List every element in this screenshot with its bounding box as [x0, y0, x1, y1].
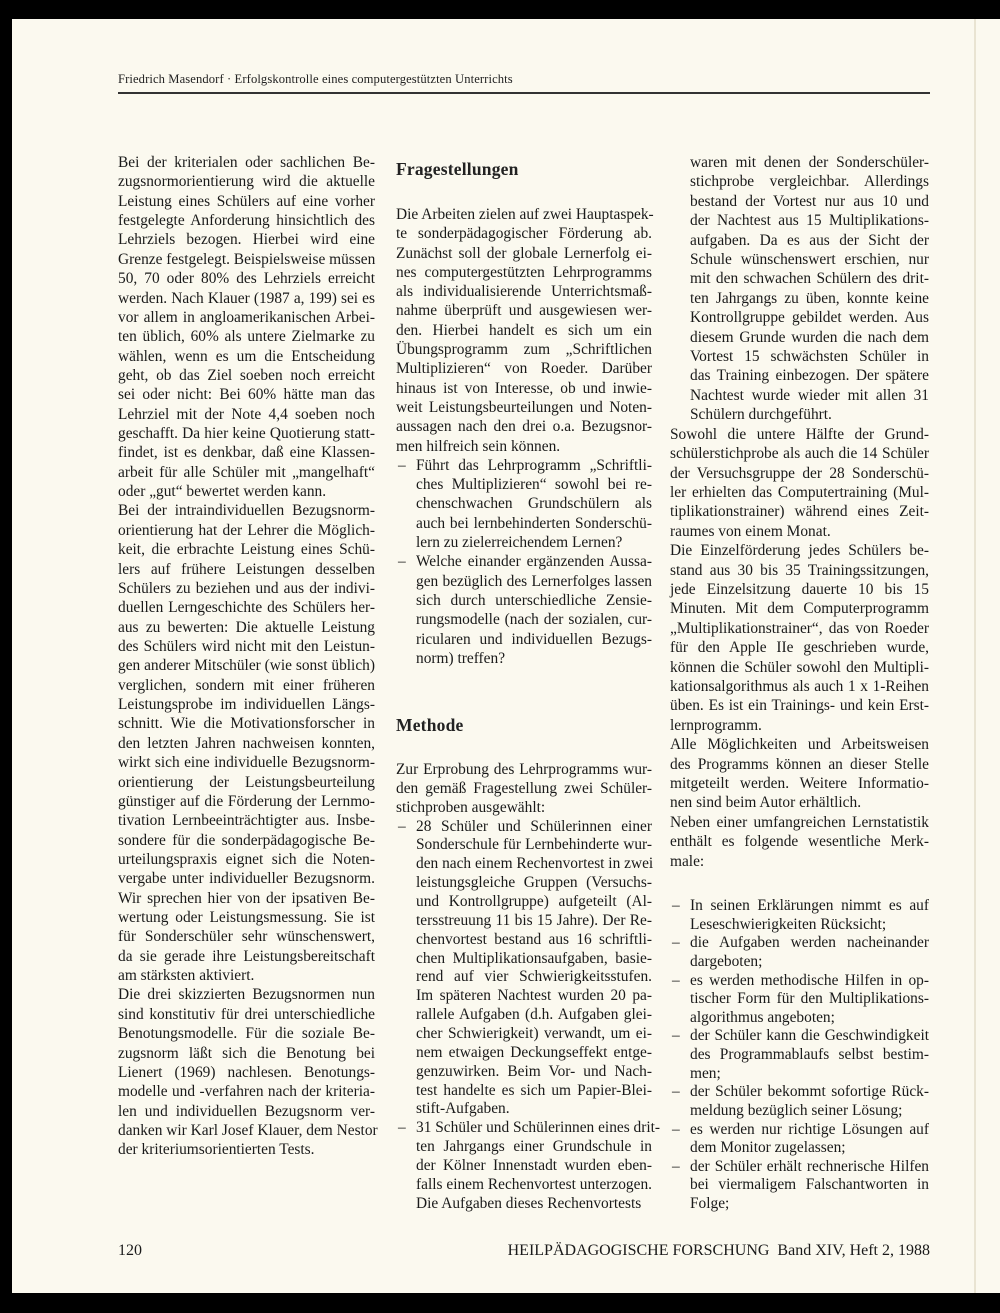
text-line: der Schüler erhält rechnerische Hilfen [690, 1157, 929, 1175]
text-line: mitgeteilt werden. Weitere Informatio- [670, 775, 929, 792]
paragraph [118, 153, 375, 501]
list-item [396, 1119, 661, 1213]
text-line: rend auf vier Schwierigkeitsstufen. [416, 968, 652, 986]
text-line: Die Einzelförderung jedes Schülers be- [670, 542, 929, 560]
text-line: stift-Aufgaben. [416, 1100, 510, 1118]
list-item-text [416, 552, 652, 668]
column-3-text [670, 153, 929, 871]
text-line: für Sonderschüler sehr wünschenswert, [118, 928, 375, 946]
text-line: 28 Schüler und Schülerinnen einer [416, 817, 652, 835]
text-line: sei oder nicht: Bei 60% hätte man das [118, 386, 375, 404]
text-line: Sonderschule für Lernbehinderte wur- [416, 836, 652, 854]
text-line: raumes von einem Monat. [670, 522, 831, 540]
journal-volume: Band XIV, Heft 2, 1988 [777, 1242, 930, 1259]
text-line: der Schüler kann die Geschwindigkeit [690, 1027, 929, 1045]
text-line: tersstreuung 11 bis 15 Jahre). Der Re- [416, 911, 652, 929]
text-line: rungsmodelle (nach der sozialen, cur- [416, 611, 652, 629]
text-line: nem etwaigen Deckungseffekt entge- [416, 1043, 652, 1061]
list-item [670, 897, 929, 934]
list-item [670, 1083, 929, 1120]
text-line: werden. Nach Klauer (1987 a, 199) sei es [118, 289, 375, 307]
text-line: keit, die erbrachte Leistung eines Schü- [118, 541, 375, 559]
list-item-text [690, 934, 929, 971]
text-line: aus zu bewerten: Die aktuelle Leistung [118, 618, 375, 636]
text-line: wählen, wenn es um die Entscheidung [118, 347, 375, 365]
text-line: jede Einzelsitzung dauerte 10 bis 15 [670, 580, 929, 598]
text-line: Multiplizieren“ von Roeder. Darüber [396, 360, 652, 378]
paragraph [396, 761, 652, 818]
text-line: nen sind beim Autor erhältlich. [670, 794, 862, 812]
fragestellungen-body [396, 205, 652, 668]
text-line: aussagen nach den drei o.a. Bezugsnor- [396, 418, 652, 436]
text-line: duellen Lerngeschichte des Schülers her- [118, 599, 375, 617]
text-line: Alle Möglichkeiten und Arbeitsweisen [670, 736, 929, 754]
text-line: algorithmus angeboten; [690, 1008, 835, 1026]
text-line: ricularen und individuellen Bezugs- [416, 630, 652, 648]
list-item-text [416, 456, 652, 552]
text-line: Welche einander ergänzenden Aussa- [416, 553, 652, 571]
text-line: norm) treffen? [416, 649, 506, 667]
list-item [396, 818, 652, 1120]
page-number: 120 [118, 1242, 142, 1259]
list-item [670, 1158, 929, 1214]
text-line: Führt das Lehrprogramm „Schriftli- [416, 456, 652, 474]
text-line: tivation Lernbeeinträchtigter aus. Insbe- [118, 812, 375, 830]
list-item [670, 934, 929, 971]
text-line: Benotungsmodelle. Für die soziale Be- [118, 1025, 375, 1043]
text-line: Nachtest wurde wieder mit allen 31 [690, 386, 929, 404]
paragraph [118, 501, 375, 985]
text-line: 50, 70 oder 80% des Lehrziels erreicht [118, 270, 375, 288]
text-line: Lehrziels bezogen. Hierbei wird eine [118, 231, 375, 249]
text-line: Wir sprechen hier von der ipsativen Be- [118, 889, 375, 907]
running-head: Friedrich Masendorf · Erfolgskontrolle eines computergestützten Unterrichts [118, 72, 513, 86]
dash-bullet-icon: – [672, 897, 680, 914]
text-line: nes computergestützten Lehrprogramms [396, 263, 652, 281]
list-item [670, 1027, 929, 1083]
text-line: des Programmablaufs selbst bestim- [690, 1046, 929, 1063]
text-line: urteilungspraxis eignet sich die Noten- [118, 850, 375, 868]
text-line: te sonderpädagogischer Förderung ab. [396, 225, 652, 243]
text-line: rallele Aufgaben (d.h. Aufgaben glei- [416, 1006, 652, 1024]
text-line: Kontrollgruppe gebildet werden. Aus [690, 309, 929, 327]
section-heading-fragestellungen: Fragestellungen [396, 159, 519, 179]
text-line: am stärksten aktiviert. [118, 967, 255, 985]
text-line: stand aus 30 bis 35 Trainingssitzungen, [670, 561, 929, 579]
column-1-text [118, 153, 378, 1160]
text-line: Schülern durchgeführt. [690, 406, 832, 424]
text-line: Bei der intraindividuellen Bezugsnorm- [118, 502, 375, 520]
text-line: es werden nur richtige Lösungen auf [690, 1120, 929, 1138]
text-line: der Schüler bekommt sofortige Rück- [690, 1083, 929, 1101]
text-line: Im späteren Nachtest wurden 20 pa- [416, 987, 652, 1005]
text-line: da sie gerade ihre Leistungsbereitschaft [118, 947, 375, 965]
text-line: In seinen Erklärungen nimmt es auf [690, 897, 929, 914]
text-line: findet, ist es denkbar, daß eine Klassen- [118, 444, 375, 462]
text-line: stichprobe vergleichbar. Allerdings [690, 173, 929, 191]
text-line: den letzten Jahren nachweisen konnten, [118, 734, 375, 752]
text-line: Bei der kriterialen oder sachlichen Be- [118, 154, 375, 171]
header-rule [118, 92, 930, 94]
text-line: verglichen, sondern mit einer früheren [118, 676, 375, 694]
list-item [670, 972, 929, 1028]
dash-bullet-icon: – [672, 1120, 680, 1138]
text-line: Folge; [690, 1195, 730, 1212]
text-line: orientierung hat der Lehrer die Möglich- [118, 521, 375, 539]
text-line: stichproben ausgewählt: [396, 798, 546, 816]
text-line: der Versuchsgruppe der 28 Sonderschü- [670, 464, 929, 482]
text-line: Schülers zu beziehen und aus der indivi- [118, 579, 375, 597]
text-line: enthält es folgende wesentliche Merk- [670, 833, 929, 851]
text-line: ches Multiplizieren“ sowohl bei re- [416, 476, 652, 494]
text-line: Die Arbeiten zielen auf zwei Hauptaspek- [396, 206, 654, 223]
text-line: lers auf frühere Leistungen desselben [118, 560, 375, 578]
text-line: geht, ob das Ziel soeben noch erreicht [118, 366, 375, 384]
list-item-text [690, 1027, 929, 1083]
text-line: festgelegte Anforderung hinsichtlich des [118, 212, 375, 230]
text-line: men; [690, 1064, 721, 1082]
text-line: ler erhielten das Computertraining (Mul- [670, 483, 929, 501]
text-line: gen anderer Mitschüler (wie sonst üblich) [118, 657, 375, 675]
list-item-text [690, 1158, 929, 1214]
text-line: oder „gut“ bewertet werden kann. [118, 483, 327, 501]
text-line: des Schülers wird nicht mit den Leistun- [118, 637, 375, 655]
text-line: vor allem in angloamerikanischen Arbei- [118, 308, 375, 326]
text-line: hinaus ist von Interesse, ob und inwie- [396, 379, 652, 397]
text-line: günstiger auf die Förderung der Lernmo- [118, 792, 375, 810]
text-line: Schule wünschenswert erschien, nur [690, 251, 929, 269]
text-line: chenvortest bestand aus 16 schriftli- [416, 930, 652, 948]
text-line: der Nachtest aus 15 Multiplikations- [690, 212, 929, 230]
text-line: mit den schwachen Schülern des drit- [690, 270, 929, 288]
list-item-text [416, 818, 652, 1120]
text-line: Leistung eines Schülers auf eine vorher [118, 192, 375, 210]
paragraph [396, 205, 652, 456]
text-line: ten üblich, 60% als untere Zielmarke zu [118, 328, 375, 346]
text-line: Lehrziel mit der Note 4,4 soeben noch [118, 405, 375, 423]
text-line: „Multiplikationstrainer“, das von Roeder [670, 619, 929, 637]
text-line: für den Apple IIe geschrieben wurde, [670, 639, 929, 657]
dash-bullet-icon: – [672, 1083, 680, 1101]
text-line: können die Schüler sowohl den Multipli- [670, 658, 929, 676]
text-line: geschafft. Da hier keine Quotierung statt- [118, 425, 375, 443]
text-line: auch bei lernbehinderten Sonderschü- [416, 514, 652, 532]
text-line: wirkt sich eine individuelle Bezugsnorm- [118, 754, 375, 772]
text-line: Vortest 15 schwächsten Schüler in [690, 348, 929, 366]
journal-citation [508, 1242, 930, 1260]
text-line: tischer Form für den Multiplikations- [690, 990, 929, 1008]
text-line: die Aufgaben werden nacheinander [690, 934, 929, 952]
text-line: aufgaben. Da es aus der Sicht der [690, 231, 929, 249]
dash-bullet-icon: – [398, 1119, 406, 1137]
text-line: cher Schwierigkeit) verwandt, um ei- [416, 1025, 652, 1043]
text-line: len und individuellen Bezugsnorm ver- [118, 1102, 375, 1120]
text-line: ten Jahrgangs zu üben, konnte keine [690, 289, 929, 307]
text-line: tiplikationstrainer) während eines Zeit- [670, 503, 929, 521]
dash-bullet-icon: – [672, 971, 680, 989]
text-line: bei viermaligem Falschantworten in [690, 1176, 929, 1194]
text-line: meldung bezüglich seiner Lösung; [690, 1101, 903, 1119]
page-edge [974, 19, 976, 1293]
list-item [396, 552, 652, 668]
list-item-text [690, 897, 929, 934]
section-heading-methode: Methode [396, 715, 464, 735]
text-line: test handelte es sich um Papier-Blei- [416, 1081, 652, 1099]
text-line: vergabe unter individueller Bezugsnorm. [118, 870, 375, 888]
paragraph [670, 813, 929, 871]
text-line: den nach einem Rechenvortest in zwei [416, 855, 654, 873]
text-line: üben. Es ist ein Trainings- und kein Erst- [670, 697, 929, 715]
text-line: genzuwirken. Beim Vor- und Nach- [416, 1062, 652, 1080]
text-line: 31 Schüler und Schülerinnen eines drit- [416, 1119, 661, 1137]
text-line: wertung oder Leistungsmessung. Sie ist [118, 909, 375, 927]
text-line: dem Monitor zugelassen; [690, 1139, 846, 1157]
feature-list [670, 897, 929, 1214]
text-line: orientierung der Leistungsbeurteilung [118, 773, 375, 791]
text-line: und Kontrollgruppe) aufgeteilt (Al- [416, 893, 652, 911]
text-line: nahme überprüft und ausgewiesen wer- [396, 302, 652, 320]
text-line: der Kölner Innenstadt wurden eben- [416, 1157, 652, 1175]
text-line: den gemäß Fragestellung zwei Schüler- [396, 779, 652, 797]
text-line: schülerstichprobe als auch die 14 Schüler [670, 445, 929, 463]
text-line: das Training einbezogen. Der spätere [690, 367, 929, 385]
text-line: schnitt. Wie die Motivationsforscher in [118, 715, 375, 733]
dash-bullet-icon: – [398, 553, 406, 571]
text-line: zugsnormorientierung wird die aktuelle [118, 173, 375, 191]
text-line: leistungsgleiche Gruppen (Versuchs- [416, 874, 652, 892]
text-line: Übungsprogramm zum „Schriftlichen [396, 341, 652, 359]
dash-bullet-icon: – [672, 1157, 680, 1175]
text-line: chen Multiplikationsaufgaben, basie- [416, 949, 652, 967]
dash-bullet-icon: – [398, 456, 406, 474]
text-line: Grenze festgelegt. Beispielsweise müssen [118, 250, 376, 268]
text-line: bestand der Vortest nur aus 10 und [690, 192, 929, 210]
list-item-text [690, 972, 929, 1028]
text-line: ten Jahrgangs einer Grundschule in [416, 1138, 652, 1156]
text-line: Die drei skizzierten Bezugsnormen nun [118, 986, 375, 1004]
text-line: Zunächst soll der globale Lernerfolg ei- [396, 244, 652, 262]
text-line: chenschwachen Grundschülern als [416, 495, 652, 513]
text-line: Leseschwierigkeiten Rücksicht; [690, 915, 887, 933]
text-line: der kriteriumsorientierten Tests. [118, 1141, 315, 1159]
text-line: weit Leistungsbeurteilungen und Noten- [396, 398, 652, 416]
text-line: zugsnorm läßt sich die Benotung bei [118, 1044, 375, 1062]
text-line: sich durch unterschiedliche Zensie- [416, 591, 652, 609]
paragraph [670, 735, 929, 813]
text-line: waren mit denen der Sonderschüler- [690, 154, 929, 171]
paragraph [670, 425, 929, 541]
dash-bullet-icon: – [398, 817, 406, 835]
text-line: arbeit für alle Schüler mit „mangelhaft“ [118, 463, 375, 481]
text-line: male: [670, 852, 705, 870]
text-line: falls einem Rechenvortest unterzogen. [416, 1175, 652, 1193]
text-line: sondere für die sonderpädagogische Be- [118, 831, 375, 849]
paragraph [670, 541, 929, 735]
text-line: es werden methodische Hilfen in op- [690, 971, 929, 989]
journal-name: HEILPÄDAGOGISCHE FORSCHUNG [507, 1242, 770, 1259]
text-line: gen bezüglich des Lernerfolges lassen [416, 572, 652, 590]
text-line: Die Aufgaben dieses Rechenvortests [416, 1194, 642, 1212]
text-line: Leistungsprobe im individuellen Längs- [118, 696, 375, 714]
text-line: als individualisierende Unterrichtsmaß- [396, 283, 652, 301]
list-item-text [690, 1083, 929, 1120]
list-item [396, 456, 652, 552]
dash-bullet-icon: – [672, 934, 680, 952]
text-line: kationsalgorithmus als auch 1 x 1-Reihen [670, 677, 929, 695]
paragraph [118, 985, 378, 1159]
text-line: lernprogramm. [670, 716, 762, 734]
text-line: men hilfreich sein können. [396, 437, 561, 455]
text-line: diesem Grunde wurden die nach dem [690, 328, 929, 346]
text-line: dargeboten; [690, 952, 763, 970]
text-line: Minuten. Mit dem Computerprogramm [670, 600, 929, 618]
list-item-text [690, 1121, 929, 1158]
text-line: lern zu zielerreichendem Lernen? [416, 534, 623, 552]
list-item-text [416, 1119, 661, 1213]
methode-body [396, 761, 661, 1214]
text-line: des Programms können an dieser Stelle [670, 755, 929, 773]
list-item [670, 1121, 929, 1158]
text-line: danken wir Karl Josef Klauer, dem Nestor [118, 1121, 378, 1139]
text-line: den. Hierbei handelt es sich um ein [396, 321, 652, 339]
text-line: Sowohl die untere Hälfte der Grund- [670, 425, 929, 443]
text-line: sind konstitutiv für drei unterschiedliche [118, 1005, 375, 1023]
text-line: modelle und -verfahren nach der kriteria- [118, 1083, 375, 1101]
text-line: Lienert (1969) nachlesen. Benotungs- [118, 1063, 375, 1081]
text-line: Zur Erprobung des Lehrprogramms wur- [396, 761, 652, 778]
text-line: Neben einer umfangreichen Lernstatistik [670, 813, 929, 831]
dash-bullet-icon: – [672, 1027, 680, 1045]
